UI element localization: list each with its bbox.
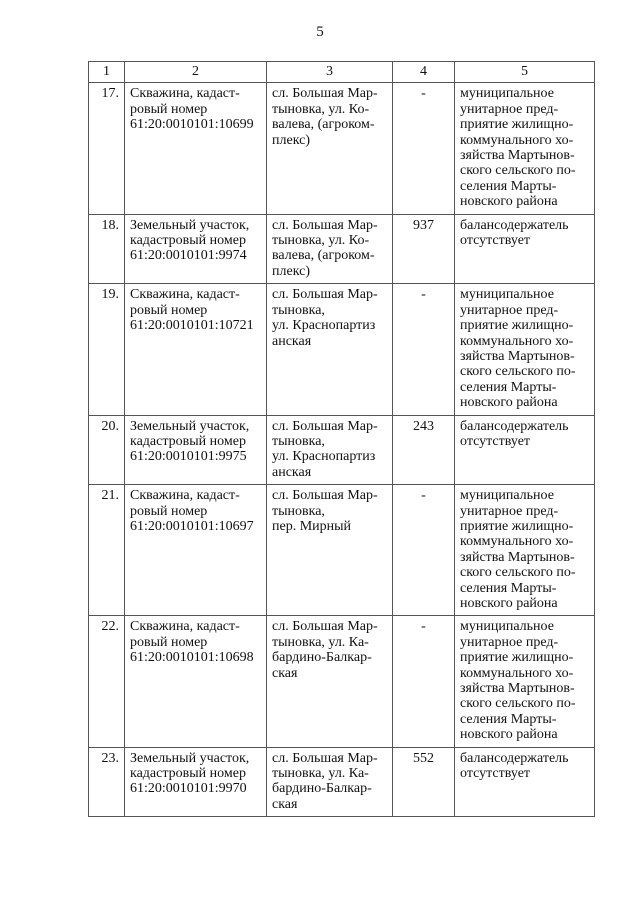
object-address: сл. Большая Мар- тыновка, ул. Ка- бардино-Балкар- ская <box>267 616 393 747</box>
property-table <box>88 61 595 817</box>
header-col-2: 2 <box>125 62 267 83</box>
object-address: сл. Большая Мар- тыновка, ул. Краснопартиз анская <box>267 415 393 485</box>
object-area: - <box>393 83 455 214</box>
table-row <box>89 83 595 214</box>
object-area: - <box>393 485 455 616</box>
balance-holder: балансодержатель отсутствует <box>455 747 595 817</box>
object-address: сл. Большая Мар- тыновка, ул. Ка- бардино-Балкар- ская <box>267 747 393 817</box>
object-area: - <box>393 284 455 415</box>
balance-holder: балансодержатель отсутствует <box>455 415 595 485</box>
table-row <box>89 747 595 817</box>
header-col-4: 4 <box>393 62 455 83</box>
header-col-1: 1 <box>89 62 125 83</box>
object-area: 937 <box>393 214 455 284</box>
table-row <box>89 616 595 747</box>
table-row <box>89 485 595 616</box>
row-number: 17. <box>89 83 125 214</box>
balance-holder: муниципальное унитарное пред- приятие жилищно- коммунального хо- зяйства Мартынов- ского сельского по- селения Марты- новского района <box>455 616 595 747</box>
table-row <box>89 214 595 284</box>
row-number: 20. <box>89 415 125 485</box>
object-address: сл. Большая Мар- тыновка, ул. Ко- валева, (агроком- плекс) <box>267 214 393 284</box>
balance-holder: муниципальное унитарное пред- приятие жилищно- коммунального хо- зяйства Мартынов- ского сельского по- селения Марты- новского района <box>455 284 595 415</box>
table-row <box>89 284 595 415</box>
object-area: 243 <box>393 415 455 485</box>
row-number: 18. <box>89 214 125 284</box>
header-col-5: 5 <box>455 62 595 83</box>
object-name: Земельный участок, кадастровый номер 61:20:0010101:9970 <box>125 747 267 817</box>
balance-holder: муниципальное унитарное пред- приятие жилищно- коммунального хо- зяйства Мартынов- ского сельского по- селения Марты- новского района <box>455 485 595 616</box>
page-number: 5 <box>316 24 324 40</box>
object-address: сл. Большая Мар- тыновка, ул. Ко- валева, (агроком- плекс) <box>267 83 393 214</box>
object-name: Скважина, кадаст- ровый номер 61:20:0010101:10721 <box>125 284 267 415</box>
row-number: 22. <box>89 616 125 747</box>
header-col-3: 3 <box>267 62 393 83</box>
balance-holder: муниципальное унитарное пред- приятие жилищно- коммунального хо- зяйства Мартынов- ского сельского по- селения Марты- новского района <box>455 83 595 214</box>
object-name: Земельный участок, кадастровый номер 61:20:0010101:9974 <box>125 214 267 284</box>
row-number: 21. <box>89 485 125 616</box>
table-row <box>89 415 595 485</box>
balance-holder: балансодержатель отсутствует <box>455 214 595 284</box>
object-name: Земельный участок, кадастровый номер 61:20:0010101:9975 <box>125 415 267 485</box>
object-name: Скважина, кадаст- ровый номер 61:20:0010101:10699 <box>125 83 267 214</box>
row-number: 19. <box>89 284 125 415</box>
object-area: 552 <box>393 747 455 817</box>
object-address: сл. Большая Мар- тыновка, ул. Краснопартиз анская <box>267 284 393 415</box>
object-address: сл. Большая Мар- тыновка, пер. Мирный <box>267 485 393 616</box>
row-number: 23. <box>89 747 125 817</box>
object-name: Скважина, кадаст- ровый номер 61:20:0010101:10698 <box>125 616 267 747</box>
object-name: Скважина, кадаст- ровый номер 61:20:0010101:10697 <box>125 485 267 616</box>
object-area: - <box>393 616 455 747</box>
header-row <box>89 62 595 83</box>
